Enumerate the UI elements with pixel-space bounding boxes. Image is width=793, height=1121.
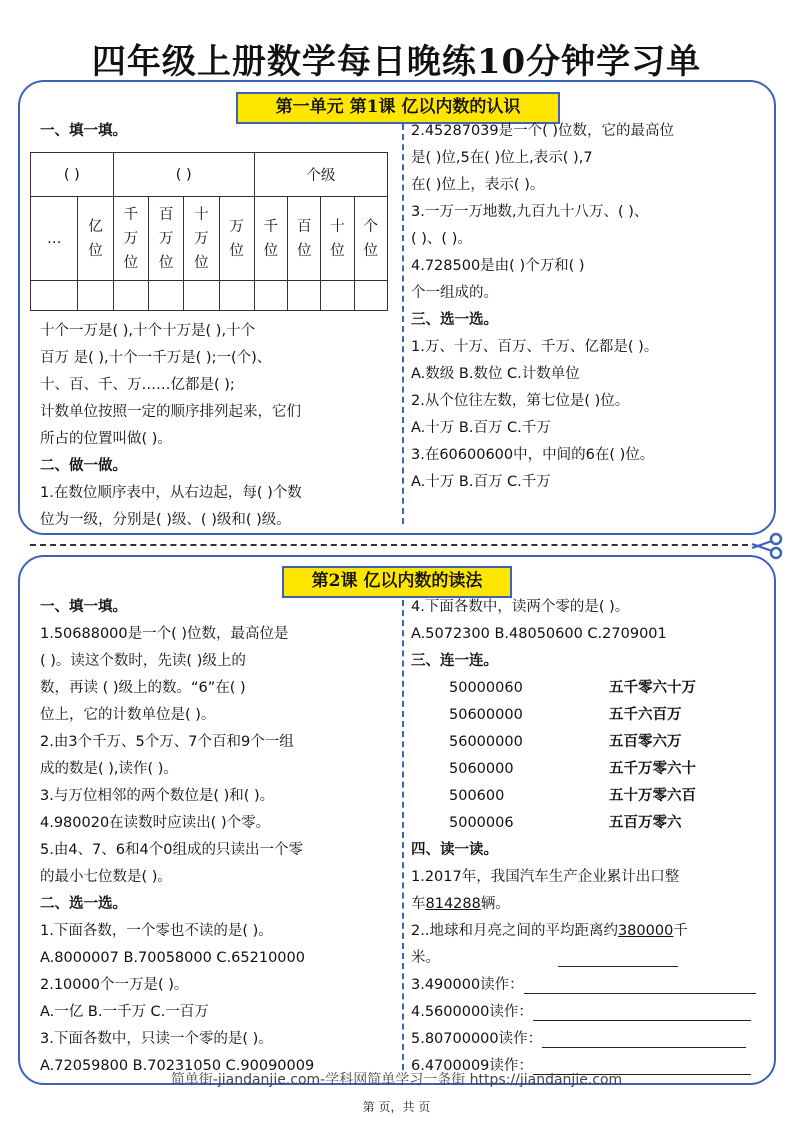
lesson2-left-column <box>40 594 395 1080</box>
lesson2-left-line: 4.980020在读数时应读出( )个零。 <box>40 815 271 831</box>
lesson2-option-line: A.5072300 B.48050600 C.2709001 <box>411 626 667 642</box>
read-item <box>411 1026 771 1053</box>
read-item <box>411 972 771 999</box>
lesson2-right-column <box>411 594 771 1080</box>
match-row <box>411 675 771 702</box>
lesson1-left-line: 百万 是( ),十个一千万是( );一(个)、 <box>40 350 272 366</box>
lesson1-left-line: 所占的位置叫做( )。 <box>40 431 172 447</box>
table-col-header: 万 位 <box>219 197 254 281</box>
read-item <box>411 999 771 1026</box>
lesson2-left-line: 1.下面各数，一个零也不读的是( )。 <box>40 923 273 939</box>
table-col-header: 亿 位 <box>78 197 113 281</box>
lesson1-right-line: 4.728500是由( )个万和( ) <box>411 258 585 274</box>
lesson1-left-line: 十个一万是( ),十个十万是( ),十个 <box>40 323 256 339</box>
lesson2-left-line: ( )。读这个数时，先读( )级上的 <box>40 653 246 669</box>
lesson1-right-line: 是( )位,5在( )位上,表示( ),7 <box>411 150 593 166</box>
read-q1-prefix: 车 <box>411 896 426 912</box>
lesson2-section-choose: 二、选一选。 <box>40 896 127 912</box>
read-q1-number: 814288 <box>425 896 481 912</box>
lesson1-badge: 第一单元 第1课 亿以内数的认识 <box>236 92 560 124</box>
lesson2-badge: 第2课 亿以内数的读法 <box>282 566 512 598</box>
match-number[interactable]: 5000006 <box>449 815 514 831</box>
read-question-1a: 1.2017年，我国汽车生产企业累计出口整 <box>411 869 680 885</box>
lesson1-right-line: ( )、( )。 <box>411 231 472 247</box>
lesson2-option-line: A.72059800 B.70231050 C.90090009 <box>40 1058 315 1074</box>
read-item-label: 6.4700009读作： <box>411 1058 533 1074</box>
lesson2-right-line: 4.下面各数中，读两个零的是( )。 <box>411 599 630 615</box>
page-footer: 第 页，共 页 <box>362 1100 431 1114</box>
lesson1-section-fill: 一、填一填。 <box>40 123 127 139</box>
table-col-header: … <box>31 197 78 281</box>
match-reading[interactable]: 五千万零六十 <box>609 761 696 777</box>
lesson1-right-line: 3.一万一万地数,九百九十八万、( )、 <box>411 204 649 220</box>
lesson1-option-line: A.十万 B.百万 C.千万 <box>411 474 551 490</box>
match-reading[interactable]: 五百零六万 <box>609 734 682 750</box>
table-col-header: 千 位 <box>254 197 287 281</box>
answer-line[interactable] <box>542 1031 746 1048</box>
read-q1-suffix: 辆。 <box>480 896 510 912</box>
lesson2-section-fill: 一、填一填。 <box>40 599 127 615</box>
match-row <box>411 756 771 783</box>
read-q2-number: 380000 <box>617 923 674 939</box>
lesson2-left-line: 1.50688000是一个( )位数，最高位是 <box>40 626 289 642</box>
lesson2-left-line: 2.10000个一万是( )。 <box>40 977 189 993</box>
lesson1-left-line: 位为一级，分别是( )级、( )级和( )级。 <box>40 512 291 528</box>
answer-line[interactable] <box>533 1004 751 1021</box>
answer-line[interactable] <box>524 977 756 994</box>
match-number[interactable]: 5060000 <box>449 761 514 777</box>
lesson2-option-line: A.一亿 B.一千万 C.一百万 <box>40 1004 209 1020</box>
page-title: 四年级上册数学每日晚练10分钟学习单 <box>91 42 702 82</box>
lesson2-left-line: 5.由4、7、6和4个0组成的只读出一个零 <box>40 842 303 858</box>
lesson1-left-column <box>40 118 395 534</box>
match-reading[interactable]: 五百万零六 <box>609 815 682 831</box>
table-group-yi: ( ) <box>31 153 114 197</box>
lesson2-left-line: 2.由3个千万、5个万、7个百和9个一组 <box>40 734 294 750</box>
read-item-label: 5.80700000读作： <box>411 1031 543 1047</box>
lesson2-left-line: 3.与万位相邻的两个数位是( )和( )。 <box>40 788 275 804</box>
match-reading[interactable]: 五十万零六百 <box>609 788 696 804</box>
match-row <box>411 702 771 729</box>
read-question-2a <box>411 918 771 945</box>
read-question-1b <box>411 891 771 918</box>
match-number[interactable]: 500600 <box>449 788 505 804</box>
table-col-header: 百 位 <box>288 197 321 281</box>
lesson1-option-line: A.数级 B.数位 C.计数单位 <box>411 366 580 382</box>
lesson1-right-line: 个一组成的。 <box>411 285 498 301</box>
lesson1-right-line: 1.万、十万、百万、千万、亿都是( )。 <box>411 339 659 355</box>
match-row <box>411 783 771 810</box>
match-reading[interactable]: 五千零六十万 <box>609 680 696 696</box>
read-q2-unit: 米。 <box>411 950 440 966</box>
lesson1-column-divider <box>402 124 404 524</box>
lesson1-section-do: 二、做一做。 <box>40 458 127 474</box>
read-items <box>411 972 771 1080</box>
read-item-label: 4.5600000读作： <box>411 1004 533 1020</box>
lesson2-left-line: 的最小七位数是( )。 <box>40 869 172 885</box>
match-number[interactable]: 50600000 <box>449 707 523 723</box>
table-group-ge: 个级 <box>254 153 387 197</box>
lesson1-right-line: 2.45287039是一个( )位数，它的最高位 <box>411 123 675 139</box>
lesson2-left-line: 3.下面各数中，只读一个零的是( )。 <box>40 1031 273 1047</box>
match-row <box>411 810 771 837</box>
match-number[interactable]: 56000000 <box>449 734 523 750</box>
lesson2-left-line: 数，再读 ( )级上的数。“6”在( ) <box>40 680 246 696</box>
lesson1-section-choose: 三、选一选。 <box>411 312 498 328</box>
lesson2-option-line: A.8000007 B.70058000 C.65210000 <box>40 950 305 966</box>
lesson2-column-divider <box>402 600 404 1070</box>
lesson1-option-line: A.十万 B.百万 C.千万 <box>411 420 551 436</box>
table-col-header: 十 位 <box>321 197 354 281</box>
watermark: 简单街-jiandanjie.com-学科网简单学习一条街 https://jiandanjie.com <box>170 1072 623 1088</box>
answer-line[interactable] <box>558 950 678 967</box>
lesson2-section-read: 四、读一读。 <box>411 842 498 858</box>
table-col-header: 十 万 位 <box>184 197 219 281</box>
table-col-header: 百 万 位 <box>148 197 183 281</box>
lesson2-left-line: 位上，它的计数单位是( )。 <box>40 707 216 723</box>
read-q2-suffix: 千 <box>673 923 688 939</box>
lesson1-right-line: 2.从个位往左数，第七位是( )位。 <box>411 393 630 409</box>
cut-line <box>30 544 748 546</box>
match-number[interactable]: 50000060 <box>449 680 523 696</box>
match-list <box>411 675 771 837</box>
lesson2-left-line: 成的数是( ),读作( )。 <box>40 761 178 777</box>
lesson2-section-match: 三、连一连。 <box>411 653 498 669</box>
lesson1-right-column <box>411 118 771 496</box>
match-row <box>411 729 771 756</box>
table-group-wan: ( ) <box>113 153 254 197</box>
read-q2-prefix: 2..地球和月亮之间的平均距离约 <box>411 923 618 939</box>
lesson1-right-line: 3.在60600600中，中间的6在( )位。 <box>411 447 655 463</box>
table-col-header: 千 万 位 <box>113 197 148 281</box>
lesson1-left-line: 计数单位按照一定的顺序排列起来，它们 <box>40 404 301 420</box>
table-col-header: 个 位 <box>354 197 387 281</box>
lesson1-left-line: 十、百、千、万……亿都是( ); <box>40 377 235 393</box>
read-question-2b <box>411 945 771 972</box>
read-item-label: 3.490000读作： <box>411 977 524 993</box>
match-reading[interactable]: 五千六百万 <box>609 707 682 723</box>
lesson1-right-line: 在( )位上，表示( )。 <box>411 177 545 193</box>
lesson1-left-line: 1.在数位顺序表中，从右边起，每( )个数 <box>40 485 302 501</box>
